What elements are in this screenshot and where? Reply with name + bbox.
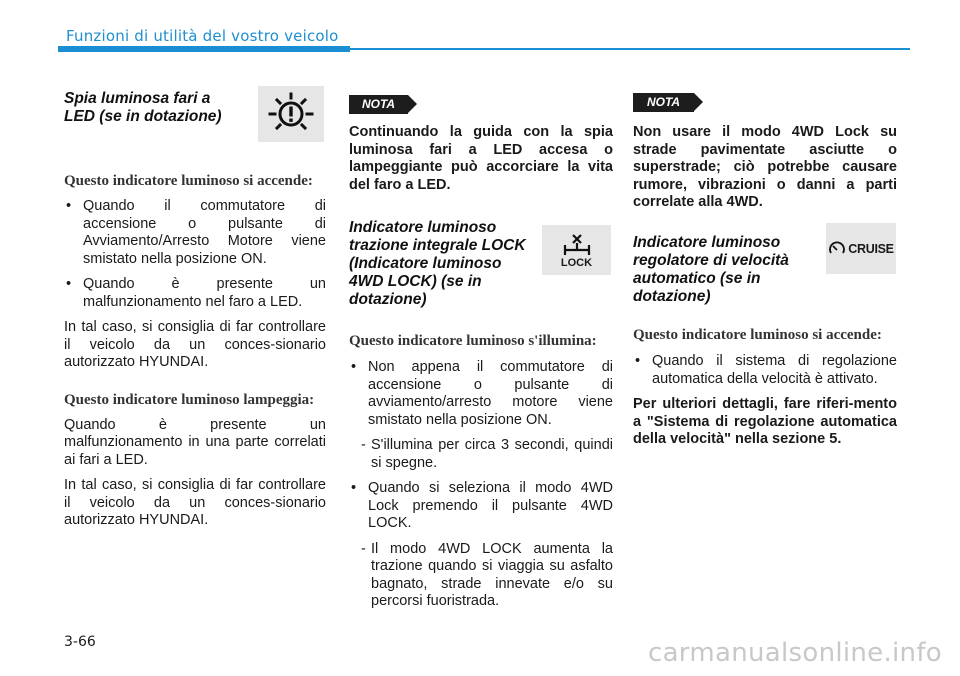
nota-text: Continuando la guida con la spia luminosa fari a LED accesa o lampeggiante può accorciare la vita del faro a LED. bbox=[349, 124, 613, 193]
list-item: • Quando il commutatore di accensione o pulsante di Avviamento/Arresto Motore viene smistato nella posizione ON. bbox=[64, 198, 326, 268]
subheading-accende: Questo indicatore luminoso si accende: bbox=[633, 327, 882, 343]
page-number: 3-66 bbox=[64, 634, 96, 650]
nota-text: Non usare il modo 4WD Lock su strade pavimentate asciutte o superstrade; ciò potrebbe causare rumore, vibrazioni o danni a parti correlate alla 4WD. bbox=[633, 124, 897, 210]
watermark: carmanualsonline.info bbox=[647, 638, 942, 668]
list-item: • Quando è presente un malfunzionamento nel faro a LED. bbox=[64, 276, 326, 311]
section-title-cruise: Indicatore luminoso regolatore di velocità automatico (se in dotazione) bbox=[633, 234, 789, 305]
subheading-illumina: Questo indicatore luminoso s'illumina: bbox=[349, 333, 597, 349]
column-led-light bbox=[64, 90, 326, 528]
paragraph: Per ulteriori dettagli, fare riferi-mento a "Sistema di regolazione automatica della velocità" nella sezione 5. bbox=[633, 396, 897, 447]
section-header-title: Funzioni di utilità del vostro veicolo bbox=[66, 27, 339, 45]
nota-badge: NOTA bbox=[349, 95, 408, 114]
section-title-led: Spia luminosa fari a LED (se in dotazione) bbox=[64, 90, 222, 125]
list-subitem: - Il modo 4WD LOCK aumenta la trazione quando si viaggia su asfalto bagnato, strade innevate e/o su percorsi fuoristrada. bbox=[349, 541, 613, 611]
cruise-label: CRUISE bbox=[848, 241, 894, 256]
led-warning-light-icon bbox=[258, 86, 324, 142]
paragraph: In tal caso, si consiglia di far controllare il veicolo da un conces-sionario autorizzato HYUNDAI. bbox=[64, 319, 326, 370]
list-item: • Non appena il commutatore di accensione o pulsante di avviamento/arresto motore viene smistato nella posizione ON. bbox=[349, 359, 613, 429]
list-subitem: - S'illumina per circa 3 secondi, quindi si spegne. bbox=[349, 437, 613, 472]
nota-badge: NOTA bbox=[633, 93, 694, 112]
list-item: • Quando il sistema di regolazione automatica della velocità è attivato. bbox=[633, 353, 897, 388]
subheading-accende: Questo indicatore luminoso si accende: bbox=[64, 173, 313, 189]
section-title-4wd-lock: Indicatore luminoso trazione integrale LOCK (Indicatore luminoso 4WD LOCK) (se in dotazione) bbox=[349, 219, 526, 308]
header-bar-line bbox=[350, 48, 910, 50]
lock-label: LOCK bbox=[560, 256, 593, 269]
paragraph: Quando è presente un malfunzionamento in una parte correlati ai fari a LED. bbox=[64, 416, 326, 468]
header-bar-accent bbox=[58, 46, 350, 52]
subheading-lampeggia: Questo indicatore luminoso lampeggia: bbox=[64, 391, 315, 408]
paragraph: In tal caso, si consiglia di far controllare il veicolo da un conces-sionario autorizzato HYUNDAI. bbox=[64, 477, 326, 528]
4wd-lock-icon bbox=[542, 225, 611, 275]
list-item: • Quando si seleziona il modo 4WD Lock premendo il pulsante 4WD LOCK. bbox=[349, 480, 613, 533]
cruise-icon bbox=[826, 223, 896, 274]
